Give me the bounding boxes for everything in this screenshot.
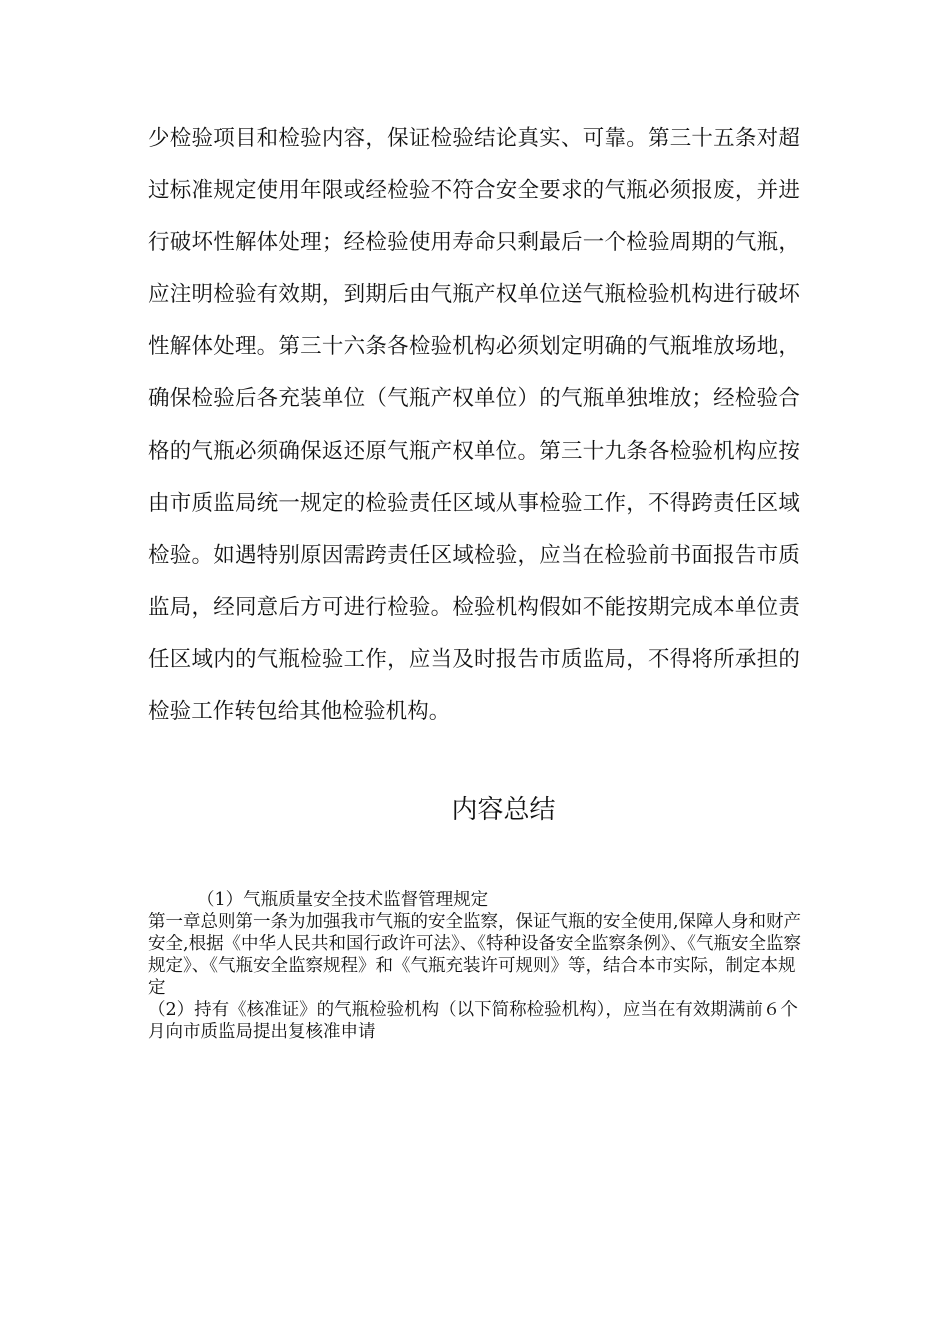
section-title: 内容总结 bbox=[451, 795, 556, 825]
summary-item-1-body: 第一章总则第一条为加强我市气瓶的安全监察，保证气瓶的安全使用,保障人身和财产安全,根据《中华人民共和国行政许可法》、《特种设备安全监察条例》、《气瓶安全监察规定》、《气瓶安全监察规程》和《气瓶充装许可规则》等，结合本市实际，制定本规定 bbox=[148, 912, 802, 998]
summary-block bbox=[148, 889, 802, 1043]
summary-item-1-heading: （1）气瓶质量安全技术监督管理规定 bbox=[197, 890, 489, 910]
body-paragraph: 少检验项目和检验内容，保证检验结论真实、可靠。第三十五条对超过标准规定使用年限或经检验不符合安全要求的气瓶必须报废，并进行破坏性解体处理；经检验使用寿命只剩最后一个检验周期的气瓶，应注明检验有效期，到期后由气瓶产权单位送气瓶检验机构进行破坏性解体处理。第三十六条各检验机构必须划定明确的气瓶堆放场地，确保检验后各充装单位（气瓶产权单位）的气瓶单独堆放；经检验合格的气瓶必须确保返还原气瓶产权单位。第三十九条各检验机构应按由市质监局统一规定的检验责任区域从事检验工作，不得跨责任区域检验。如遇特别原因需跨责任区域检验，应当在检验前书面报告市质监局，经同意后方可进行检验。检验机构假如不能按期完成本单位责任区域内的气瓶检验工作，应当及时报告市质监局，不得将所承担的检验工作转包给其他检验机构。 bbox=[148, 126, 800, 725]
summary-item-2: （2）持有《核准证》的气瓶检验机构（以下简称检验机构），应当在有效期满前６个月向市质监局提出复核准申请 bbox=[148, 1000, 798, 1042]
